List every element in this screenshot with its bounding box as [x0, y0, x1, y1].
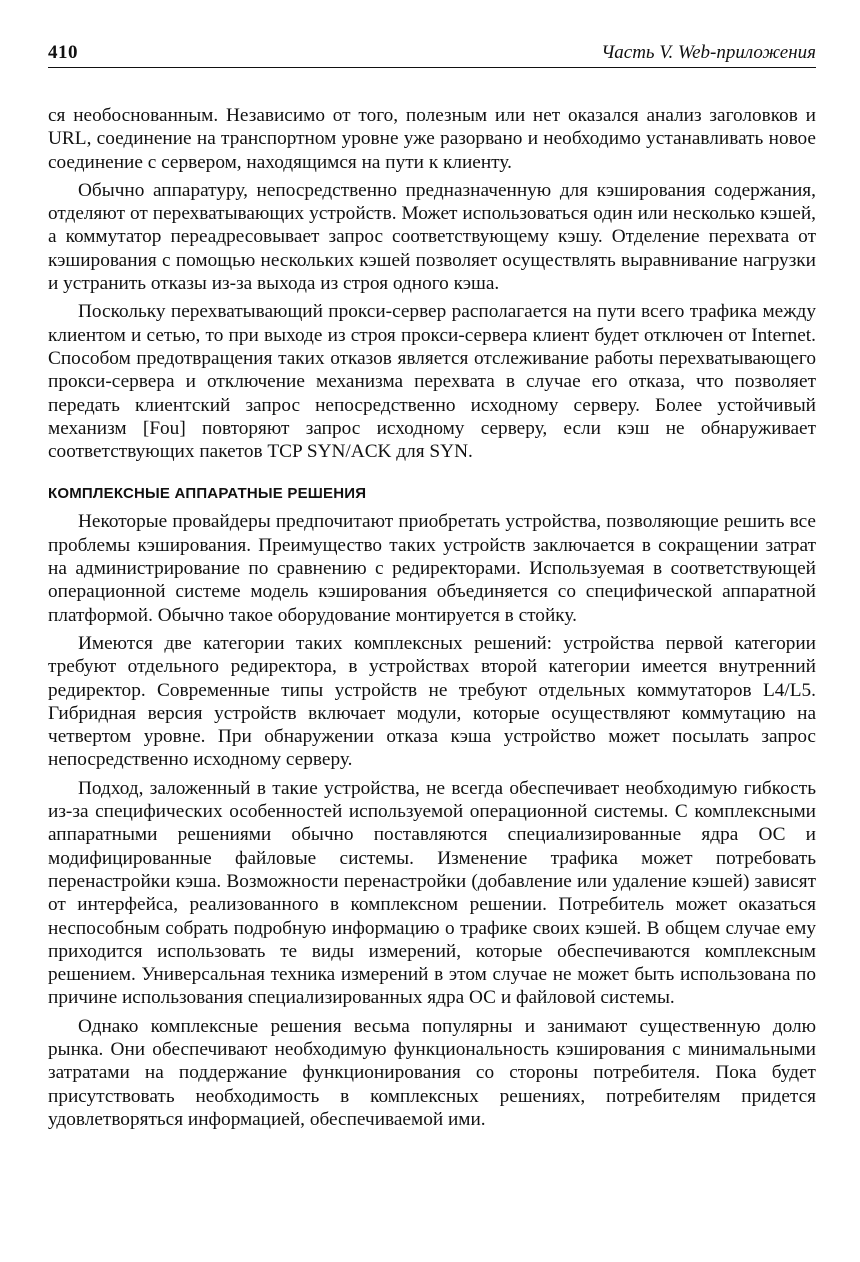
paragraph-continued: ся необоснованным. Независимо от того, полезным или нет оказался анализ заголовков и URL, соединение на транспортном уровне уже разорвано и необходимо устанавливать новое соединение с сервером, находящимся на пути к клиенту.	[48, 105, 816, 173]
page-body	[48, 104, 816, 1131]
page-number: 410	[48, 42, 78, 63]
paragraph: Однако комплексные решения весьма популярны и занимают существенную долю рынка. Они обеспечивают необходимую функциональность кэширования с минимальными затратами на поддержание функционирования со стороны потребителя. Пока будет присутствовать необходимость в комплексных решениях, потребителям придется удовлетворяться информацией, обеспечиваемой ими.	[48, 1015, 816, 1130]
paragraph: Имеются две категории таких комплексных решений: устройства первой категории требуют отдельного редиректора, в устройствах второй категории имеется внутренний редиректор. Современные типы устройств не требуют отдельных коммутаторов L4/L5. Гибридная версия устройств включает модули, которые осуществляют коммутацию на четвертом уровне. При обнаружении отказа кэша устройство может посылать запрос непосредственно исходному серверу.	[48, 632, 816, 771]
paragraph: Поскольку перехватывающий прокси-сервер располагается на пути всего трафика между клиентом и сетью, то при выходе из строя прокси-сервера клиент будет отключен от Internet. Способом предотвращения таких отказов является отслеживание работы перехватывающего прокси-сервера и отключение механизма перехвата в случае его отказа, что позволяет передать клиентский запрос непосредственно исходному серверу. Более устойчивый механизм [Fou] повторяют запрос исходному серверу, если кэш не обнаруживает соответствующих пакетов TCP SYN/ACK для SYN.	[48, 301, 816, 463]
page-header	[48, 38, 816, 68]
book-page	[48, 38, 816, 1131]
section-heading: КОМПЛЕКСНЫЕ АППАРАТНЫЕ РЕШЕНИЯ	[48, 485, 367, 503]
running-head: Часть V. Web-приложения	[601, 42, 816, 63]
paragraph: Некоторые провайдеры предпочитают приобретать устройства, позволяющие решить все проблемы кэширования. Преимущество таких устройств заключается в сокращении затрат на администрирование по сравнению с редиректорами. Используемая в соответствующей операционной системе модель кэширования объединяется со специфической аппаратной платформой. Обычно такое оборудование монтируется в стойку.	[48, 511, 816, 626]
paragraph: Обычно аппаратуру, непосредственно предназначенную для кэширования содержания, отделяют от перехватывающих устройств. Может использоваться один или несколько кэшей, а коммутатор переадресовывает запрос соответствующему кэшу. Отделение перехвата от кэширования с помощью нескольких кэшей позволяет осуществлять выравнивание нагрузки и устранить отказы из-за выхода из строя одного кэша.	[48, 179, 816, 295]
paragraph: Подход, заложенный в такие устройства, не всегда обеспечивает необходимую гибкость из-за специфических особенностей используемой операционной системы. С комплексными аппаратными решениями обычно поставляются специализированные ядра ОС и модифицированные файловые системы. Изменение трафика может потребовать перенастройки кэша. Возможности перенастройки (добавление или удаление кэшей) зависят от интерфейса, реализованного в комплексном решении. Потребитель может оказаться неспособным собрать подробную информацию о трафике своих кэшей. В общем случае ему приходится использовать те виды измерений, которые обеспечиваются комплексным решением. Универсальная техника измерений в этом случае не может быть использована по причине использования специализированных ядра ОС и файловой системы.	[48, 777, 816, 1009]
